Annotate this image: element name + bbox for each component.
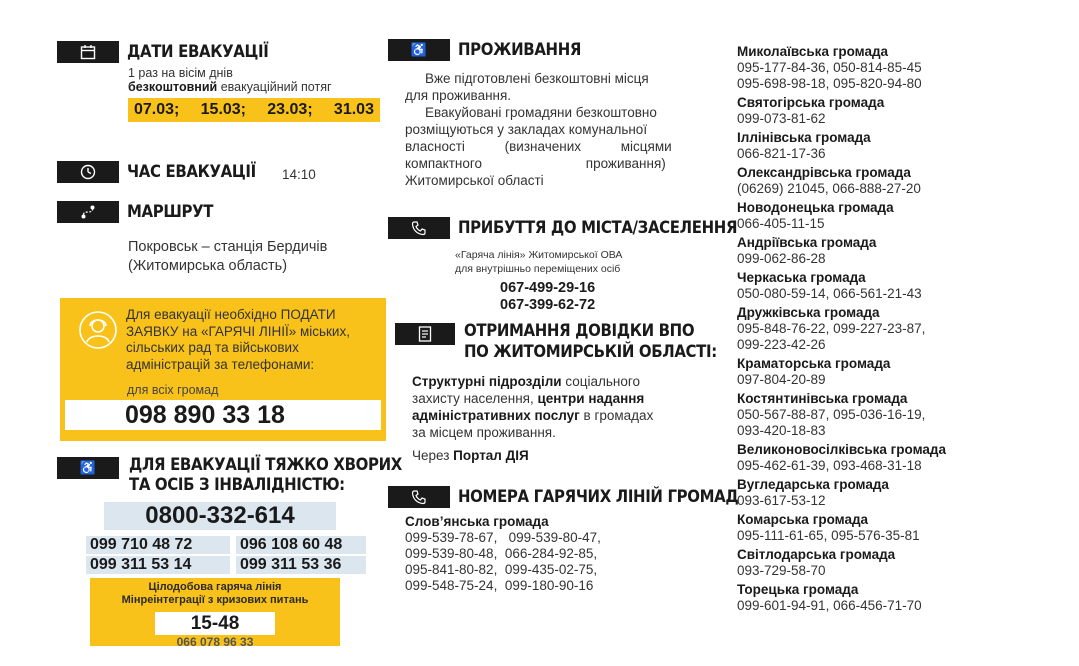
community-name: Андріївська громада [737, 235, 877, 250]
route-icon [57, 201, 119, 223]
dates-train-note [128, 80, 332, 95]
community-phones[interactable]: 093-617-53-12 [737, 493, 826, 508]
disabled-phone[interactable]: 099 311 53 36 [236, 556, 366, 574]
community-phones[interactable]: 093-420-18-83 [737, 423, 826, 438]
arrival-phone[interactable]: 067-499-29-16 [500, 280, 596, 296]
communities-header [388, 486, 777, 508]
ministry-line-2: Мінреінтеграції з кризових питань [121, 594, 309, 606]
dates-header [57, 41, 288, 63]
community-phones[interactable]: 095-841-80-82, 099-435-02-75, [405, 562, 598, 577]
hotline-line: адміністрацій за телефонами: [126, 356, 315, 372]
certificate-title-line: ПО ЖИТОМИРСЬКІЙ ОБЛАСТІ: [464, 342, 717, 362]
community-name: Комарська громада [737, 512, 869, 527]
arrival-subtitle [455, 248, 622, 276]
calendar-icon [57, 41, 119, 63]
community-phones[interactable]: (06269) 21045, 066-888-27-20 [737, 181, 921, 196]
community-phones[interactable]: 099-223-42-26 [737, 337, 826, 352]
clock-icon [57, 161, 119, 183]
dates-frequency: 1 раз на вісім днів [128, 66, 233, 80]
certificate-bold: центри надання [537, 391, 645, 406]
date-item: 07.03; [134, 101, 180, 118]
certificate-span: захисту населення, [412, 391, 538, 406]
disabled-phone[interactable]: 096 108 60 48 [236, 536, 366, 554]
hotline-line: ЗАЯВКУ на «ГАРЯЧІ ЛІНІЇ» міських, [126, 323, 350, 339]
route-title: МАРШРУТ [127, 202, 214, 222]
portal-link[interactable]: Портал ДІЯ [453, 448, 529, 463]
community-phones[interactable]: 099-601-94-91, 066-456-71-70 [737, 598, 922, 613]
hotline-for-all: для всіх громад [127, 383, 219, 397]
date-item: 31.03 [333, 101, 374, 118]
time-title: ЧАС ЕВАКУАЦІЇ [127, 162, 256, 182]
community-phones[interactable]: 095-462-61-39, 093-468-31-18 [737, 458, 922, 473]
disabled-title-line: ТА ОСІБ З ІНВАЛІДНІСТЮ: [129, 475, 345, 495]
date-item: 23.03; [267, 101, 313, 118]
hotline-box [60, 298, 386, 441]
community-phones[interactable]: 095-177-84-36, 050-814-85-45 [737, 60, 922, 75]
community-phones[interactable]: 095-848-76-22, 099-227-23-87, [737, 321, 926, 336]
route-line-2: (Житомирська область) [128, 258, 288, 274]
portal-prefix: Через [412, 448, 454, 463]
housing-p1: для проживання. [405, 88, 512, 103]
arrival-sub: для внутрішньо переміщених осіб [455, 263, 621, 275]
sloviansk-block [405, 514, 601, 594]
community-phones[interactable]: 050-567-88-87, 095-036-16-19, [737, 407, 926, 422]
operator-icon [78, 310, 118, 350]
arrival-header [388, 217, 775, 239]
community-name: Олександрівська громада [737, 165, 911, 180]
hotline-line: сільських рад та військових [126, 340, 299, 355]
community-name: Великоновосілківська громада [737, 442, 947, 457]
ministry-box [90, 578, 340, 646]
arrival-title: ПРИБУТТЯ ДО МІСТА/ЗАСЕЛЕННЯ [458, 218, 738, 238]
dates-train-label: евакуаційний потяг [217, 80, 332, 94]
ministry-short-number[interactable]: 15-48 [155, 612, 275, 635]
housing-p2: Житомирської області [405, 173, 544, 188]
housing-p2: Евакуйовані громадяни безкоштовно [425, 105, 657, 120]
arrival-sub: «Гаряча лінія» Житомирської ОВА [455, 249, 623, 261]
community-name: Миколаївська громада [737, 44, 889, 59]
community-phones[interactable]: 099-548-75-24, 099-180-90-16 [405, 578, 594, 593]
community-phones[interactable]: 066-821-17-36 [737, 146, 826, 161]
certificate-portal [412, 447, 529, 464]
housing-p1: Вже підготовлені безкоштовні місця [425, 71, 649, 86]
housing-header [388, 39, 598, 61]
dates-free-label: безкоштовний [128, 80, 218, 94]
route-header [57, 201, 225, 223]
community-name: Світлодарська громада [737, 547, 896, 562]
certificate-title [464, 321, 717, 363]
housing-p2: розміщуються у закладах комунальної [405, 122, 648, 137]
disabled-header [57, 457, 119, 479]
community-phones[interactable]: 050-080-59-14, 066-561-21-43 [737, 286, 922, 301]
community-name: Святогірська громада [737, 95, 885, 110]
disabled-main-phone[interactable]: 0800-332-614 [104, 502, 336, 530]
time-header [57, 161, 273, 183]
disabled-phone-grid [86, 536, 366, 574]
date-item: 15.03; [200, 101, 247, 118]
community-phones[interactable]: 095-698-98-18, 095-820-94-80 [737, 76, 922, 91]
housing-p2: власності (визначених місцями [405, 139, 672, 154]
communities-title: НОМЕРА ГАРЯЧИХ ЛІНІЙ ГРОМАД [458, 487, 739, 507]
accessibility-icon: ♿ [388, 39, 450, 61]
arrival-phone[interactable]: 067-399-62-72 [500, 297, 596, 313]
certificate-span: соціального [561, 374, 640, 389]
disabled-phone[interactable]: 099 710 48 72 [86, 536, 230, 554]
community-phones[interactable]: 097-804-20-89 [737, 372, 826, 387]
community-name: Вугледарська громада [737, 477, 889, 492]
community-name: Іллінівська громада [737, 130, 871, 145]
community-name: Слов’янська громада [405, 514, 549, 529]
community-phones[interactable]: 095-111-61-65, 095-576-35-81 [737, 528, 920, 543]
phone-icon [388, 217, 450, 239]
certificate-header [395, 323, 455, 345]
certificate-span: за місцем проживання. [412, 425, 556, 440]
community-name: Краматорська громада [737, 356, 891, 371]
disabled-title-line: ДЛЯ ЕВАКУАЦІЇ ТЯЖКО ХВОРИХ [129, 455, 402, 475]
certificate-title-line: ОТРИМАННЯ ДОВІДКИ ВПО [464, 321, 695, 341]
housing-p2: компактного проживання) [405, 156, 666, 171]
hotline-line: Для евакуації необхідно ПОДАТИ [126, 307, 336, 322]
housing-title: ПРОЖИВАННЯ [458, 40, 582, 60]
hotline-phone[interactable]: 098 890 33 18 [65, 400, 381, 430]
housing-text [405, 70, 693, 189]
disabled-phone[interactable]: 099 311 53 14 [86, 556, 230, 574]
route-line-1: Покровськ – станція Бердичів [128, 239, 328, 255]
community-name: Торецька громада [737, 582, 859, 597]
community-name: Дружківська громада [737, 305, 880, 320]
certificate-span: в громадах [579, 408, 654, 423]
community-list [737, 44, 946, 614]
arrival-phones [500, 280, 595, 314]
community-name: Костянтинівська громада [737, 391, 908, 406]
dates-bar [128, 98, 380, 122]
ministry-line-1: Цілодобова гаряча лінія [148, 581, 282, 593]
community-phones[interactable]: 066-405-11-15 [737, 216, 825, 231]
disabled-title [129, 455, 402, 495]
community-name: Черкаська громада [737, 270, 866, 285]
community-phones[interactable]: 093-729-58-70 [737, 563, 826, 578]
certificate-bold: адміністративних послуг [412, 408, 580, 423]
phone-icon [388, 486, 450, 508]
time-value: 14:10 [282, 167, 316, 182]
document-icon [395, 323, 455, 345]
community-phones[interactable]: 099-539-80-48, 066-284-92-85, [405, 546, 598, 561]
certificate-bold: Структурні підрозділи [412, 374, 562, 389]
community-phones[interactable]: 099-539-78-67, 099-539-80-47, [405, 530, 601, 545]
wheelchair-icon: ♿ [57, 457, 119, 479]
ministry-cut-number: 066 078 96 33 [176, 635, 254, 646]
community-phones[interactable]: 099-062-86-28 [737, 251, 826, 266]
dates-title: ДАТИ ЕВАКУАЦІЇ [127, 42, 269, 62]
certificate-text [412, 373, 653, 441]
community-phones[interactable]: 099-073-81-62 [737, 111, 826, 126]
community-name: Новодонецька громада [737, 200, 894, 215]
